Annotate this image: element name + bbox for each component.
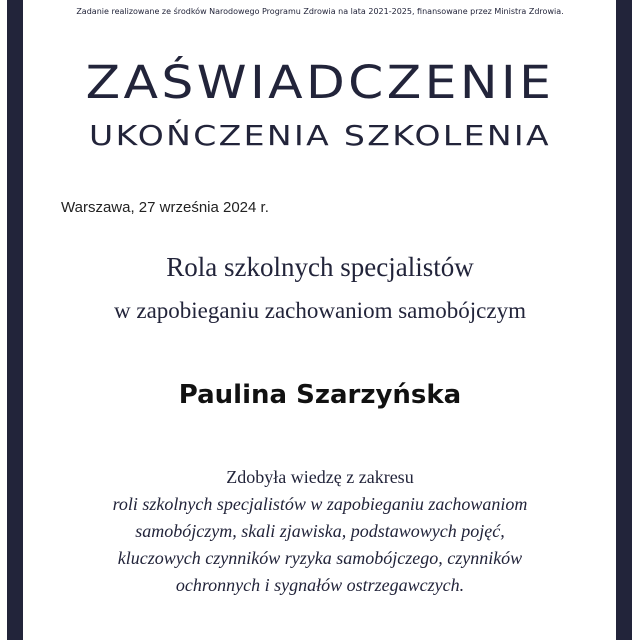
description-line: roli szkolnych specjalistów w zapobieganiu zachowaniom bbox=[112, 494, 528, 514]
course-title-line1: Rola szkolnych specjalistów bbox=[166, 252, 474, 282]
description-block bbox=[0, 464, 640, 599]
place-and-date: Warszawa, 27 września 2024 r. bbox=[61, 199, 269, 216]
description-intro: Zdobyła wiedzę z zakresu bbox=[226, 467, 414, 487]
description-line: samobójczym, skali zjawiska, podstawowych pojęć, bbox=[135, 521, 505, 541]
course-title-line2: w zapobieganiu zachowaniom samobójczym bbox=[114, 298, 526, 323]
funding-note: Zadanie realizowane ze środków Narodowego Programu Zdrowia na lata 2021-2025, finansowane przez Ministra Zdrowia. bbox=[76, 7, 564, 16]
certificate-title: ZAŚWIADCZENIE bbox=[85, 56, 555, 109]
participant-name: Paulina Szarzyńska bbox=[178, 380, 462, 410]
certificate-subtitle: UKOŃCZENIA SZKOLENIA bbox=[89, 119, 551, 152]
description-line: kluczowych czynników ryzyka samobójczego, czynników bbox=[117, 548, 523, 568]
description-line: ochronnych i sygnałów ostrzegawczych. bbox=[175, 575, 465, 595]
